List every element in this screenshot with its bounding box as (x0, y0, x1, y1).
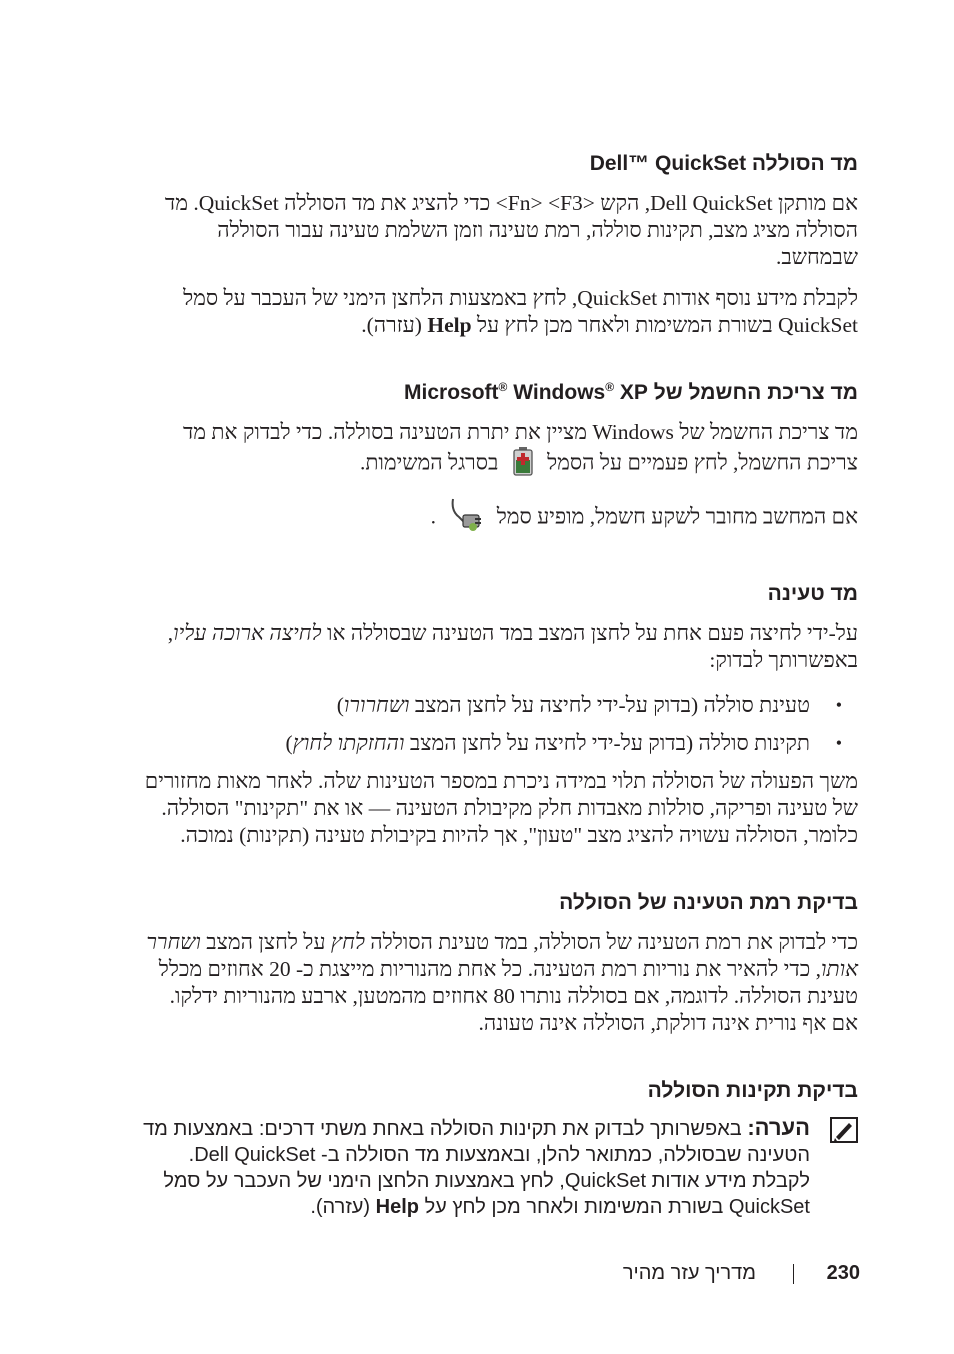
quickset-help-paragraph: לקבלת מידע נוסף אודות QuickSet, לחץ באמצעות הלחצן הימני של העכבר על סמל QuickSet בשורת המשימות ולאחר מכן לחץ על Help (עזרה). (183, 286, 858, 337)
bullet-icon: • (835, 695, 842, 715)
note-block: הערה: באפשרותך לבדוק את תקינות הסוללה באחת משתי דרכים: באמצעות מד הטעינה שבסוללה, כמתואר להלן, ובאמצעות מד הסוללה ב- Dell QuickSet. לקבלת מידע אודות QuickSet, לחץ באמצעות הלחצן הימני של העכבר על סמל QuickSet בשורת המשימות ולאחר מכן לחץ על Help (עזרה). (140, 1115, 858, 1220)
heading-windows-power-meter: מד צריכת החשמל של Microsoft® Windows® XP (404, 380, 858, 404)
heading-quickset-battery-meter: מד הסוללה Dell™ QuickSet (589, 152, 858, 175)
footer-divider (793, 1264, 794, 1284)
list-item: • טעינת סוללה (בדוק על-ידי לחיצה על לחצן המצב ושחרורו) (336, 693, 842, 717)
bullet-icon: • (835, 733, 842, 753)
page-number: 230 (826, 1262, 860, 1284)
heading-check-charge: בדיקת רמת הטעינה של הסוללה (559, 891, 858, 914)
ac-power-paragraph: אם המחשב מחובר לשקע חשמל, מופיע סמל . (140, 497, 858, 540)
check-charge-paragraph: כדי לבדוק את רמת הטעינה של הסוללה, במד טעינת הסוללה לחץ על לחצן המצב ושחרר אותו, כדי להאיר את נוריות רמת הטעינה. כל אחת מהנוריות מייצגת כ- 20 אחוזים מכלל טעינת הסוללה. לדוגמה, אם בסוללה נותרו 80 אחוזים מהמטען, ארבע מהנוריות ידלקו. אם אף נורית אינה דולקת, הסוללה אינה טעונה. (146, 930, 858, 1035)
quickset-paragraph: אם מותקן Dell QuickSet, הקש <Fn> <F3> כדי להציג את מד הסוללה QuickSet. מד הסוללה מציג מצב, תקינות סוללה, רמת טעינה וזמן השלמת טעינה עבור הסוללה שבמחשב. (164, 191, 858, 269)
windows-power-paragraph: מד צריכת החשמל של Windows מציין את יתרת הטעינה בסוללה. כדי לבדוק את מד צריכת החשמל, לחץ פעמיים על הסמל בסרגל המשימות. (140, 419, 858, 483)
charge-gauge-paragraph: על-ידי לחיצה פעם אחת על לחצן המצב במד הטעינה שבסוללה או לחיצה ארוכה עליו, באפשרותך לבדוק: (167, 621, 858, 672)
list-item: • תקינות סוללה (בדוק על-ידי לחיצה על לחצן המצב והחזקתו לחוץ) (285, 731, 842, 755)
ac-plug-icon (449, 497, 483, 540)
document-page (140, 150, 858, 1220)
heading-charge-gauge: מד טעינה (767, 582, 858, 605)
charge-gauge-list (140, 692, 858, 757)
battery-meter-icon (512, 446, 534, 483)
heading-check-health: בדיקת תקינות הסוללה (647, 1079, 858, 1102)
note-pencil-icon (830, 1117, 858, 1143)
battery-life-paragraph: משך הפעולה של הסוללה תלוי במידה ניכרת במספר הטעינות שלה. לאחר מאות מחזורים של טעינה ופריקה, סוללות מאבדות חלק מקיבולת הטעינה — או את "תקינות" הסוללה. כלומר, הסוללה עשויה להציג מצב "טעון", אך להיות בקיבולת טעינה (תקינות) נמוכה. (144, 769, 858, 847)
footer-title: מדריך עזר מהיר (622, 1262, 756, 1284)
help-term: Help (427, 313, 472, 337)
